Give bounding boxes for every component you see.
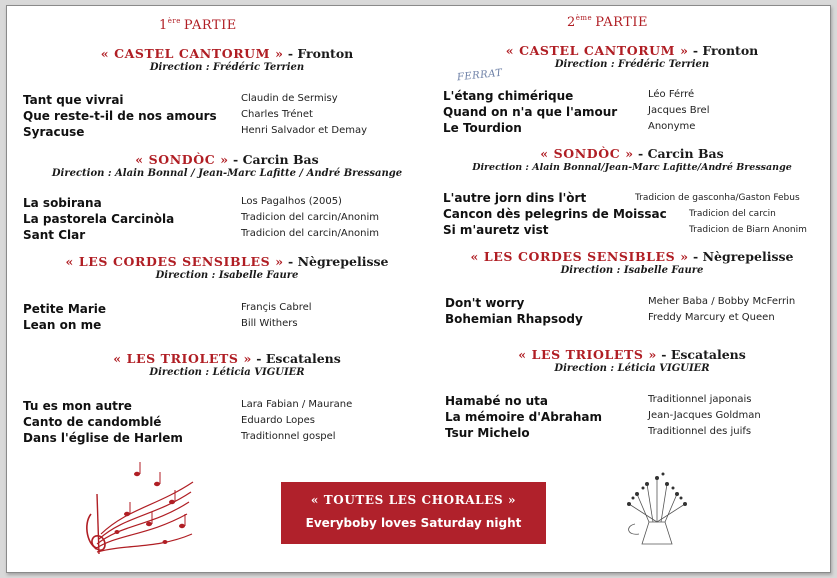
song-title: Sant Clar [23,228,86,242]
song-title: Tu es mon autre [23,399,132,413]
song-title: Si m'auretz vist [443,223,549,237]
song-title: Syracuse [23,125,85,139]
song-author: Eduardo Lopes [241,415,315,426]
song-author: Tradicion de gasconha/Gaston Febus [635,193,800,203]
song-author: Françis Cabrel [241,302,312,313]
song-author: Anonyme [648,121,696,132]
bouquet-of-notes-icon [617,464,697,549]
song-author: Tradicion del carcin [689,209,776,219]
choir-town: Carcin Bas [242,152,319,167]
choir-direction: Direction : Léticia VIGUIER [554,363,710,374]
choir-town: Nègrepelisse [702,249,794,264]
choir-direction: Direction : Alain Bonnal / Jean-Marc Lafitte / André Bressange [51,168,403,179]
part-ordinal: ère [167,17,181,25]
handwritten-annotation: FERRAT [456,67,504,84]
song-author: Bill Withers [241,318,298,329]
song-author: Charles Trénet [241,109,313,120]
choir-town: Escatalens [670,347,746,362]
choir-direction: Direction : Frédéric Terrien [149,62,305,73]
choir-direction: Direction : Isabelle Faure [560,265,704,276]
part-1-title [159,17,237,33]
choir-name: « LES CORDES SENSIBLES » [470,249,689,264]
song-author: Los Pagalhos (2005) [241,196,342,207]
choir-town: Fronton [297,46,354,61]
concert-program [6,5,831,573]
song-title: L'étang chimérique [443,89,574,103]
song-author: Traditionnel gospel [241,431,336,442]
song-title: Tant que vivrai [23,93,124,107]
song-author: Claudin de Sermisy [241,93,338,104]
choir-direction: Direction : Frédéric Terrien [554,59,710,70]
music-notes-icon [77,454,207,564]
song-title: Petite Marie [23,302,107,316]
song-title: Lean on me [23,318,102,332]
choir-separator: - [688,43,703,58]
finale-banner [281,482,546,544]
choir-separator: - [283,254,298,269]
song-title: L'autre jorn dins l'òrt [443,191,587,205]
song-author: Tradicion del carcin/Anonim [241,228,380,239]
choir-town: Carcin Bas [647,146,724,161]
choir-separator: - [688,249,703,264]
song-title: Canto de candomblé [23,415,162,429]
choir-direction: Direction : Léticia VIGUIER [149,367,305,378]
choir-town: Escatalens [265,351,341,366]
choir-name: « LES TRIOLETS » [113,351,252,366]
song-title: Tsur Michelo [445,426,530,440]
choir-name: « LES CORDES SENSIBLES » [65,254,284,269]
song-author: Freddy Marcury et Queen [648,312,775,323]
song-title: La pastorela Carcinòla [23,212,175,226]
song-author: Lara Fabian / Maurane [241,399,353,410]
part-label: PARTIE [595,15,649,30]
choir-separator: - [228,152,243,167]
choir-header [435,146,829,174]
part-2-title [567,14,648,30]
song-title: Quand on n'a que l'amour [443,105,618,119]
choir-separator: - [633,146,648,161]
choir-header [437,43,827,71]
song-author: Henri Salvador et Demay [241,125,368,136]
song-title: Que reste-t-il de nos amours [23,109,217,123]
choir-header [27,351,427,379]
song-author: Tradicion de Biarn Anonim [689,225,807,235]
song-author: Meher Baba / Bobby McFerrin [648,296,796,307]
finale-choir-name: « TOUTES LES CHORALES » [310,493,517,507]
choir-header [437,249,827,277]
choir-name: « SONDÒC » [540,146,634,161]
song-author: Jacques Brel [648,105,710,116]
choir-town: Nègrepelisse [297,254,389,269]
choir-direction: Direction : Isabelle Faure [155,270,299,281]
song-title: Don't worry [445,296,525,310]
choir-separator: - [283,46,298,61]
choir-name: « LES TRIOLETS » [518,347,657,362]
choir-direction: Direction : Alain Bonnal/Jean-Marc Lafitte/André Bressange [472,162,792,173]
choir-name: « CASTEL CANTORUM » [100,46,284,61]
song-author: Léo Férré [648,89,695,100]
choir-name: « SONDÒC » [135,152,229,167]
choir-name: « CASTEL CANTORUM » [505,43,689,58]
choir-town: Fronton [702,43,759,58]
choir-separator: - [656,347,671,362]
song-title: Cancon dès pelegrins de Moissac [443,207,667,221]
choir-header [437,347,827,375]
part-number: 2 [567,15,576,30]
song-title: La mémoire d'Abraham [445,410,602,424]
song-title: Le Tourdion [443,121,522,135]
part-label: PARTIE [183,18,237,33]
choir-separator: - [251,351,266,366]
finale-song-title: Everyboby loves Saturday night [305,516,522,530]
part-number: 1 [159,18,168,33]
song-author: Jean-Jacques Goldman [648,410,761,421]
song-title: Dans l'église de Harlem [23,431,183,445]
choir-header [27,254,427,282]
song-title: Bohemian Rhapsody [445,312,583,326]
choir-header [17,152,437,180]
song-title: La sobirana [23,196,102,210]
part-ordinal: ème [575,14,593,22]
song-author: Traditionnel des juifs [648,426,752,437]
choir-header [27,46,427,74]
song-title: Hamabé no uta [445,394,548,408]
song-author: Tradicion del carcin/Anonim [241,212,380,223]
song-author: Traditionnel japonais [648,394,752,405]
